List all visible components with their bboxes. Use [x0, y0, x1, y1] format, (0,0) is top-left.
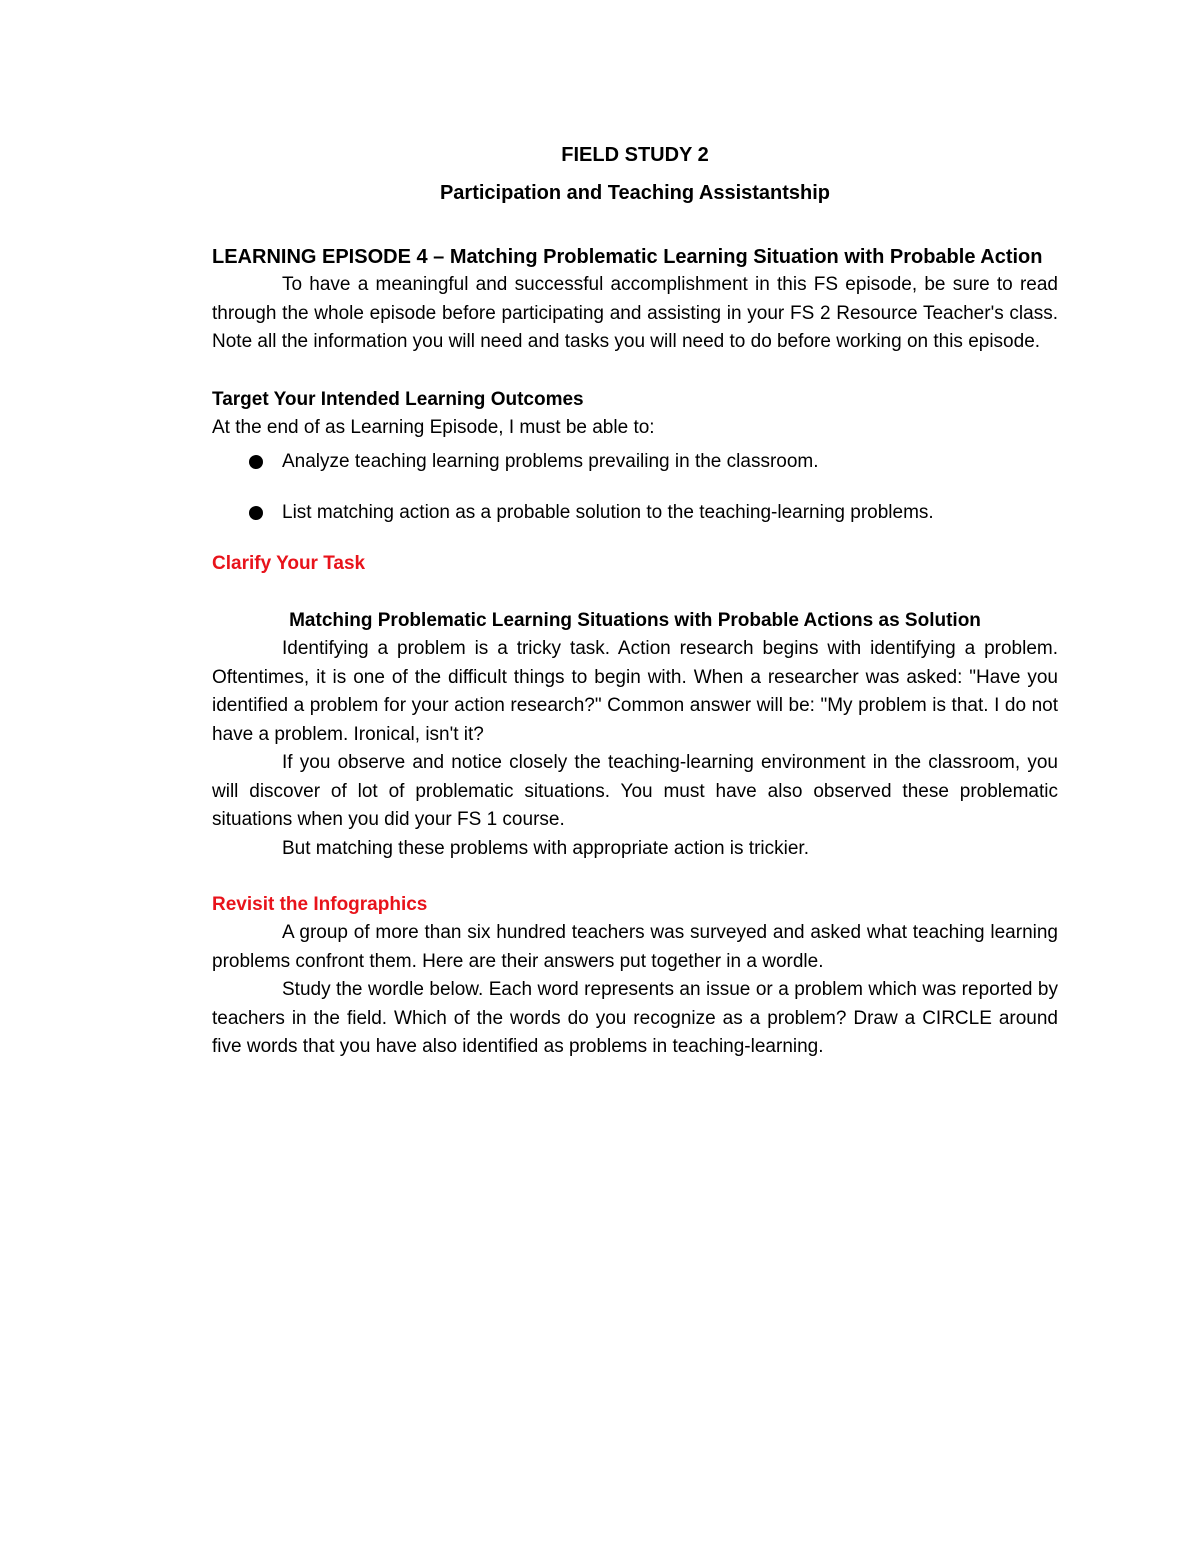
clarify-paragraph: Identifying a problem is a tricky task. Action research begins with identifying a problem. Oftentimes, it is one of the difficult things to begin with. When a researcher was asked: "Have you identified a problem for your action research?" Common answer will be: "My problem is that. I do not have a problem. Ironical, isn't it?: [212, 638, 1058, 745]
revisit-paragraph: Study the wordle below. Each word represents an issue or a problem which was reported by teachers in the field. Which of the words do you recognize as a problem? Draw a CIRCLE around five words that you have also identified as problems in teaching-learning.: [212, 979, 1058, 1057]
document-title: FIELD STUDY 2: [561, 144, 709, 166]
bullet-icon: [249, 455, 263, 469]
clarify-paragraph: But matching these problems with appropriate action is trickier.: [282, 837, 809, 859]
outcomes-list: [212, 448, 1058, 527]
document-subtitle: Participation and Teaching Assistantship: [439, 182, 831, 204]
revisit-paragraph: A group of more than six hundred teachers was surveyed and asked what teaching learning problems confront them. Here are their answers put together in a wordle.: [212, 922, 1058, 972]
bullet-icon: [249, 506, 263, 520]
episode-heading: LEARNING EPISODE 4 – Matching Problematic Learning Situation with Probable Action: [212, 246, 1043, 268]
clarify-paragraph: If you observe and notice closely the teaching-learning environment in the classroom, you will discover of lot of problematic situations. You must have also observed these problematic situations when you did your FS 1 course.: [212, 752, 1058, 830]
target-outcomes-section: [212, 386, 1058, 528]
outcome-text: Analyze teaching learning problems prevailing in the classroom.: [282, 451, 819, 472]
outcome-text: List matching action as a probable solution to the teaching-learning problems.: [282, 502, 934, 523]
revisit-infographics-section: [212, 891, 1058, 1062]
clarify-task-section: [212, 550, 1058, 863]
list-item: [212, 448, 1058, 476]
clarify-task-subheading: Matching Problematic Learning Situations with Probable Actions as Solution: [289, 610, 981, 631]
revisit-infographics-heading: Revisit the Infographics: [212, 894, 428, 915]
intro-paragraph: To have a meaningful and successful accomplishment in this FS episode, be sure to read through the whole episode before participating and assisting in your FS 2 Resource Teacher's class. Note all the information you will need and tasks you will need to do before working on this episode.: [212, 274, 1058, 352]
target-outcomes-intro: At the end of as Learning Episode, I must be able to:: [212, 416, 655, 438]
target-outcomes-heading: Target Your Intended Learning Outcomes: [212, 388, 584, 410]
document-page: [212, 140, 1058, 1062]
clarify-task-heading: Clarify Your Task: [212, 553, 366, 574]
list-item: [212, 499, 1058, 527]
